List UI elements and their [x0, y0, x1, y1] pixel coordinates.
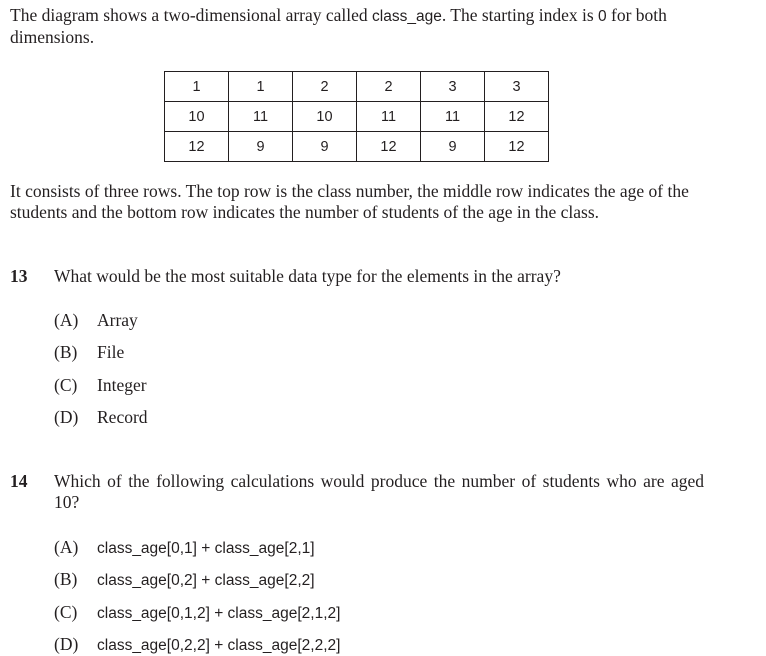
q14-option-b[interactable]: [54, 569, 315, 591]
question-13-text: What would be the most suitable data type for the elements in the array?: [54, 266, 561, 286]
table-cell: 1: [165, 72, 229, 102]
array-diagram-table: [164, 71, 549, 162]
option-text: Integer: [97, 375, 147, 395]
option-letter: (C): [54, 602, 78, 622]
intro-paragraph: [10, 5, 710, 48]
option-letter: (C): [54, 375, 78, 395]
question-14-text: Which of the following calculations would produce the number of students who are aged 10?: [54, 471, 704, 512]
table-cell: 12: [485, 102, 549, 132]
table-cell: 3: [485, 72, 549, 102]
table-cell: 9: [293, 132, 357, 162]
q13-option-c[interactable]: [54, 375, 147, 396]
table-cell: 12: [357, 132, 421, 162]
table-cell: 1: [229, 72, 293, 102]
option-text: File: [97, 342, 125, 362]
table-cell: 9: [421, 132, 485, 162]
question-14-number: 14: [10, 471, 28, 491]
option-text: class_age[0,2,2] + class_age[2,2,2]: [97, 637, 341, 654]
option-letter: (D): [54, 407, 79, 427]
table-cell: 11: [357, 102, 421, 132]
q13-option-d[interactable]: [54, 407, 148, 428]
table-cell: 10: [293, 102, 357, 132]
q13-option-b[interactable]: [54, 342, 124, 363]
intro-text-before: The diagram shows a two-dimensional array called: [10, 5, 373, 25]
option-letter: (B): [54, 342, 78, 362]
starting-index: 0: [598, 8, 607, 25]
table-cell: 2: [293, 72, 357, 102]
table-row-student-count: [165, 132, 549, 162]
table-cell: 9: [229, 132, 293, 162]
q14-option-c[interactable]: [54, 602, 340, 624]
table-cell: 10: [165, 102, 229, 132]
option-text: class_age[0,2] + class_age[2,2]: [97, 572, 315, 589]
intro-text-middle: . The starting index is: [441, 5, 599, 25]
option-text: class_age[0,1] + class_age[2,1]: [97, 540, 315, 557]
q13-option-a[interactable]: [54, 310, 138, 331]
option-text: Record: [97, 407, 148, 427]
option-text: class_age[0,1,2] + class_age[2,1,2]: [97, 605, 341, 622]
table-cell: 2: [357, 72, 421, 102]
table-cell: 11: [229, 102, 293, 132]
option-letter: (B): [54, 569, 78, 589]
option-letter: (A): [54, 310, 79, 330]
table-cell: 11: [421, 102, 485, 132]
question-13-number: 13: [10, 266, 28, 286]
option-letter: (A): [54, 537, 79, 557]
table-row-age: [165, 102, 549, 132]
table-cell: 12: [165, 132, 229, 162]
intro-text-after: for both dimensions.: [10, 5, 667, 47]
q14-option-d[interactable]: [54, 634, 340, 656]
table-cell: 3: [421, 72, 485, 102]
option-text: Array: [97, 310, 138, 330]
array-name: class_age: [372, 8, 442, 25]
q14-option-a[interactable]: [54, 537, 315, 559]
array-description: It consists of three rows. The top row is the class number, the middle row indicates the age of the students and the bottom row indicates the number of students of the age in the class.: [10, 181, 689, 222]
table-row-class-number: [165, 72, 549, 102]
option-letter: (D): [54, 634, 79, 654]
table-cell: 12: [485, 132, 549, 162]
